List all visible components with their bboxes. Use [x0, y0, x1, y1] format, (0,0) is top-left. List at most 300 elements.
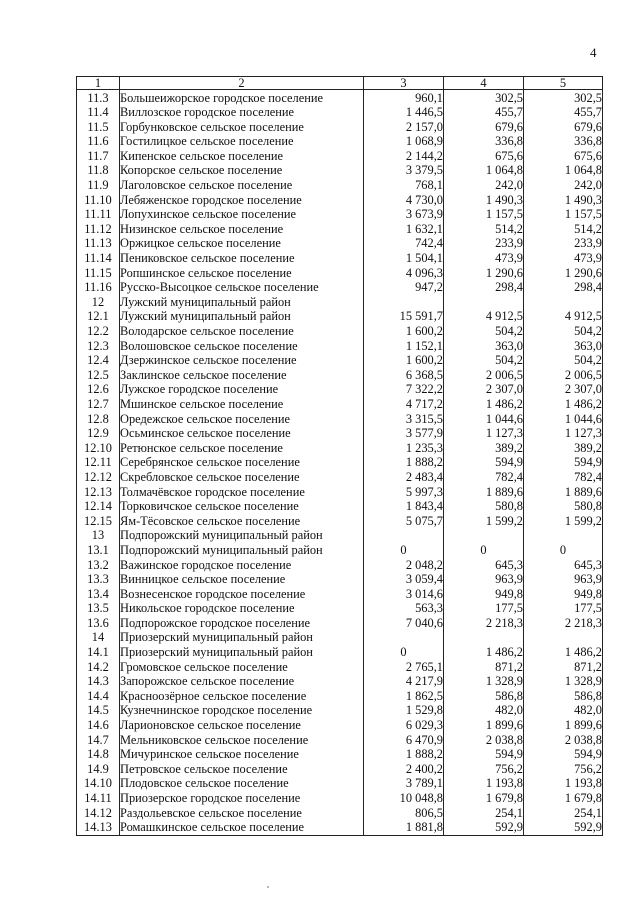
value-col-3: 1 632,1 — [364, 222, 444, 237]
table-row — [77, 820, 603, 835]
table-row — [77, 806, 603, 821]
value-col-5: 455,7 — [524, 105, 603, 120]
row-number: 11.14 — [77, 251, 120, 266]
table-row — [77, 163, 603, 178]
municipality-name: Скребловское сельское поселение — [120, 470, 364, 485]
value-col-4: 233,9 — [444, 236, 524, 251]
value-col-4: 514,2 — [444, 222, 524, 237]
table-body — [77, 90, 603, 835]
row-number: 11.13 — [77, 236, 120, 251]
value-col-4: 756,2 — [444, 762, 524, 777]
table-row — [77, 689, 603, 704]
value-col-3: 1 152,1 — [364, 339, 444, 354]
municipality-name: Громовское сельское поселение — [120, 660, 364, 675]
municipality-name: Серебрянское сельское поселение — [120, 455, 364, 470]
value-col-5 — [524, 630, 603, 645]
table-row — [77, 382, 603, 397]
value-col-4: 1 193,8 — [444, 776, 524, 791]
value-col-5: 298,4 — [524, 280, 603, 295]
value-col-5: 2 307,0 — [524, 382, 603, 397]
value-col-3: 6 029,3 — [364, 718, 444, 733]
table-row — [77, 353, 603, 368]
value-col-4: 679,6 — [444, 120, 524, 135]
value-col-3: 6 368,5 — [364, 368, 444, 383]
row-number: 14.9 — [77, 762, 120, 777]
municipality-name: Горбунковское сельское поселение — [120, 120, 364, 135]
value-col-5: 1 328,9 — [524, 674, 603, 689]
row-number: 13.6 — [77, 616, 120, 631]
value-col-5: 1 486,2 — [524, 645, 603, 660]
municipality-name: Низинское сельское поселение — [120, 222, 364, 237]
value-col-4: 580,8 — [444, 499, 524, 514]
row-number: 13 — [77, 528, 120, 543]
value-col-4: 298,4 — [444, 280, 524, 295]
value-col-5: 4 912,5 — [524, 309, 603, 324]
table-row — [77, 660, 603, 675]
value-col-3: 1 881,8 — [364, 820, 444, 835]
value-col-4: 302,5 — [444, 90, 524, 105]
value-col-5: 594,9 — [524, 747, 603, 762]
row-number: 11.4 — [77, 105, 120, 120]
table-row — [77, 105, 603, 120]
table-row — [77, 572, 603, 587]
column-header-5: 5 — [524, 77, 603, 90]
data-table — [76, 76, 603, 836]
value-col-3: 3 014,6 — [364, 587, 444, 602]
municipality-name: Лужский муниципальный район — [120, 309, 364, 324]
row-number: 14.4 — [77, 689, 120, 704]
value-col-3: 1 888,2 — [364, 747, 444, 762]
value-col-5: 504,2 — [524, 324, 603, 339]
value-col-3: 10 048,8 — [364, 791, 444, 806]
row-number: 14.5 — [77, 703, 120, 718]
municipality-name: Осьминское сельское поселение — [120, 426, 364, 441]
municipality-name: Володарское сельское поселение — [120, 324, 364, 339]
value-col-3: 2 765,1 — [364, 660, 444, 675]
value-col-4: 1 490,3 — [444, 193, 524, 208]
municipality-name: Лужский муниципальный район — [120, 295, 364, 310]
row-number: 13.4 — [77, 587, 120, 602]
row-number: 14.8 — [77, 747, 120, 762]
value-col-5: 580,8 — [524, 499, 603, 514]
table-row — [77, 747, 603, 762]
value-col-3: 3 315,5 — [364, 411, 444, 426]
value-col-4: 389,2 — [444, 441, 524, 456]
row-number: 12.9 — [77, 426, 120, 441]
value-col-3: 6 470,9 — [364, 733, 444, 748]
municipality-name: Ларионовское сельское поселение — [120, 718, 364, 733]
row-number: 13.5 — [77, 601, 120, 616]
table-row — [77, 368, 603, 383]
value-col-4 — [444, 528, 524, 543]
value-col-5: 586,8 — [524, 689, 603, 704]
value-col-5: 675,6 — [524, 149, 603, 164]
value-col-3: 1 843,4 — [364, 499, 444, 514]
table-row — [77, 426, 603, 441]
value-col-5: 514,2 — [524, 222, 603, 237]
value-col-4: 2 218,3 — [444, 616, 524, 631]
value-col-3: 3 673,9 — [364, 207, 444, 222]
row-number: 12.3 — [77, 339, 120, 354]
value-col-4: 594,9 — [444, 747, 524, 762]
municipality-name: Мичуринское сельское поселение — [120, 747, 364, 762]
value-col-4: 2 307,0 — [444, 382, 524, 397]
value-col-4: 1 486,2 — [444, 645, 524, 660]
municipality-name: Приозерский муниципальный район — [120, 645, 364, 660]
municipality-name: Толмачёвское городское поселение — [120, 484, 364, 499]
value-col-4: 1 599,2 — [444, 514, 524, 529]
value-col-4: 482,0 — [444, 703, 524, 718]
value-col-3: 960,1 — [364, 90, 444, 105]
table-row — [77, 791, 603, 806]
row-number: 11.11 — [77, 207, 120, 222]
value-col-3: 0 — [364, 543, 444, 558]
municipality-name: Большеижорское городское поселение — [120, 90, 364, 105]
value-col-3: 1 235,3 — [364, 441, 444, 456]
row-number: 14.13 — [77, 820, 120, 835]
table-row — [77, 455, 603, 470]
row-number: 14.11 — [77, 791, 120, 806]
municipality-name: Лебяженское городское поселение — [120, 193, 364, 208]
value-col-4: 1 328,9 — [444, 674, 524, 689]
value-col-4: 1 899,6 — [444, 718, 524, 733]
value-col-3: 4 730,0 — [364, 193, 444, 208]
value-col-4 — [444, 630, 524, 645]
value-col-5: 1 679,8 — [524, 791, 603, 806]
table-row — [77, 587, 603, 602]
value-col-4: 254,1 — [444, 806, 524, 821]
municipality-name: Ретюнское сельское поселение — [120, 441, 364, 456]
municipality-name: Запорожское сельское поселение — [120, 674, 364, 689]
value-col-5: 363,0 — [524, 339, 603, 354]
table-row — [77, 222, 603, 237]
value-col-5: 1 889,6 — [524, 484, 603, 499]
value-col-3: 2 157,0 — [364, 120, 444, 135]
row-number: 14.2 — [77, 660, 120, 675]
value-col-3: 742,4 — [364, 236, 444, 251]
value-col-4: 2 038,8 — [444, 733, 524, 748]
value-col-5: 1 044,6 — [524, 411, 603, 426]
value-col-5: 1 290,6 — [524, 266, 603, 281]
value-col-4: 473,9 — [444, 251, 524, 266]
row-number: 13.2 — [77, 557, 120, 572]
value-col-4: 242,0 — [444, 178, 524, 193]
municipality-name: Лужское городское поселение — [120, 382, 364, 397]
value-col-3: 5 075,7 — [364, 514, 444, 529]
table-row — [77, 295, 603, 310]
value-col-4: 4 912,5 — [444, 309, 524, 324]
value-col-4: 871,2 — [444, 660, 524, 675]
table-row — [77, 339, 603, 354]
value-col-5: 2 218,3 — [524, 616, 603, 631]
value-col-5: 1 193,8 — [524, 776, 603, 791]
value-col-4: 1 679,8 — [444, 791, 524, 806]
table-row — [77, 528, 603, 543]
value-col-3: 2 400,2 — [364, 762, 444, 777]
municipality-name: Волошовское сельское поселение — [120, 339, 364, 354]
value-col-4: 336,8 — [444, 134, 524, 149]
value-col-3: 563,3 — [364, 601, 444, 616]
value-col-5: 302,5 — [524, 90, 603, 105]
table-row — [77, 470, 603, 485]
municipality-name: Мельниковское сельское поселение — [120, 733, 364, 748]
value-col-5: 1 127,3 — [524, 426, 603, 441]
row-number: 12.13 — [77, 484, 120, 499]
municipality-name: Лопухинское сельское поселение — [120, 207, 364, 222]
table-row — [77, 601, 603, 616]
value-col-5: 242,0 — [524, 178, 603, 193]
value-col-5: 949,8 — [524, 587, 603, 602]
value-col-3: 5 997,3 — [364, 484, 444, 499]
table-row — [77, 90, 603, 105]
row-number: 11.6 — [77, 134, 120, 149]
municipality-name: Копорское сельское поселение — [120, 163, 364, 178]
value-col-4: 1 127,3 — [444, 426, 524, 441]
municipality-name: Подпорожский муниципальный район — [120, 528, 364, 543]
column-header-2: 2 — [120, 77, 364, 90]
table-header-row — [77, 77, 603, 90]
value-col-5: 2 006,5 — [524, 368, 603, 383]
value-col-3: 7 040,6 — [364, 616, 444, 631]
table-row — [77, 120, 603, 135]
municipality-name: Виллозское городское поселение — [120, 105, 364, 120]
value-col-3: 1 504,1 — [364, 251, 444, 266]
value-col-3: 1 529,8 — [364, 703, 444, 718]
row-number: 12.2 — [77, 324, 120, 339]
table-row — [77, 543, 603, 558]
table-row — [77, 309, 603, 324]
value-col-5: 0 — [524, 543, 603, 558]
table-row — [77, 762, 603, 777]
table-row — [77, 134, 603, 149]
value-col-5: 594,9 — [524, 455, 603, 470]
row-number: 11.3 — [77, 90, 120, 105]
value-col-4: 455,7 — [444, 105, 524, 120]
municipality-name: Раздольевское сельское поселение — [120, 806, 364, 821]
value-col-3: 2 144,2 — [364, 149, 444, 164]
value-col-4: 1 157,5 — [444, 207, 524, 222]
value-col-3: 2 048,2 — [364, 557, 444, 572]
table-row — [77, 266, 603, 281]
row-number: 11.5 — [77, 120, 120, 135]
row-number: 13.3 — [77, 572, 120, 587]
value-col-5 — [524, 295, 603, 310]
municipality-name: Лаголовское сельское поселение — [120, 178, 364, 193]
column-header-4: 4 — [444, 77, 524, 90]
row-number: 12.14 — [77, 499, 120, 514]
municipality-name: Подпорожский муниципальный район — [120, 543, 364, 558]
municipality-name: Никольское городское поселение — [120, 601, 364, 616]
row-number: 11.8 — [77, 163, 120, 178]
municipality-name: Подпорожское городское поселение — [120, 616, 364, 631]
row-number: 12.1 — [77, 309, 120, 324]
value-col-3: 1 600,2 — [364, 324, 444, 339]
row-number: 11.10 — [77, 193, 120, 208]
value-col-3: 3 379,5 — [364, 163, 444, 178]
value-col-4: 177,5 — [444, 601, 524, 616]
municipality-name: Мшинское сельское поселение — [120, 397, 364, 412]
municipality-name: Оредежское сельское поселение — [120, 411, 364, 426]
table-row — [77, 776, 603, 791]
row-number: 11.9 — [77, 178, 120, 193]
value-col-3: 0 — [364, 645, 444, 660]
value-col-5: 254,1 — [524, 806, 603, 821]
value-col-4: 592,9 — [444, 820, 524, 835]
value-col-5: 871,2 — [524, 660, 603, 675]
value-col-4: 963,9 — [444, 572, 524, 587]
table-row — [77, 251, 603, 266]
value-col-3 — [364, 295, 444, 310]
row-number: 14.3 — [77, 674, 120, 689]
value-col-3: 2 483,4 — [364, 470, 444, 485]
row-number: 14.12 — [77, 806, 120, 821]
value-col-5: 782,4 — [524, 470, 603, 485]
table-row — [77, 733, 603, 748]
municipality-name: Кузнечнинское городское поселение — [120, 703, 364, 718]
value-col-4: 1 486,2 — [444, 397, 524, 412]
table-row — [77, 718, 603, 733]
municipality-name: Винницкое сельское поселение — [120, 572, 364, 587]
row-number: 12.10 — [77, 441, 120, 456]
table-row — [77, 280, 603, 295]
value-col-5: 1 899,6 — [524, 718, 603, 733]
value-col-5: 679,6 — [524, 120, 603, 135]
value-col-3: 4 217,9 — [364, 674, 444, 689]
value-col-3: 806,5 — [364, 806, 444, 821]
row-number: 14.6 — [77, 718, 120, 733]
municipality-name: Приозерское городское поселение — [120, 791, 364, 806]
table-row — [77, 441, 603, 456]
row-number: 12 — [77, 295, 120, 310]
table-row — [77, 616, 603, 631]
table-row — [77, 499, 603, 514]
value-col-3: 1 888,2 — [364, 455, 444, 470]
row-number: 12.12 — [77, 470, 120, 485]
row-number: 12.5 — [77, 368, 120, 383]
municipality-name: Дзержинское сельское поселение — [120, 353, 364, 368]
value-col-5: 1 599,2 — [524, 514, 603, 529]
value-col-3: 4 096,3 — [364, 266, 444, 281]
table-row — [77, 193, 603, 208]
municipality-name: Русско-Высоцкое сельское поселение — [120, 280, 364, 295]
value-col-4: 2 006,5 — [444, 368, 524, 383]
page-number: 4 — [590, 45, 597, 60]
value-col-5: 473,9 — [524, 251, 603, 266]
value-col-3: 1 600,2 — [364, 353, 444, 368]
column-header-1: 1 — [77, 77, 120, 90]
value-col-5: 1 486,2 — [524, 397, 603, 412]
value-col-3: 1 446,5 — [364, 105, 444, 120]
municipality-name: Гостилицкое сельское поселение — [120, 134, 364, 149]
municipality-name: Ромашкинское сельское поселение — [120, 820, 364, 835]
value-col-3: 947,2 — [364, 280, 444, 295]
municipality-name: Ям-Тёсовское сельское поселение — [120, 514, 364, 529]
table-row — [77, 645, 603, 660]
value-col-3 — [364, 528, 444, 543]
value-col-5: 482,0 — [524, 703, 603, 718]
value-col-3: 15 591,7 — [364, 309, 444, 324]
row-number: 11.15 — [77, 266, 120, 281]
table-row — [77, 674, 603, 689]
value-col-4: 949,8 — [444, 587, 524, 602]
value-col-4: 0 — [444, 543, 524, 558]
value-col-3: 3 059,4 — [364, 572, 444, 587]
row-number: 12.7 — [77, 397, 120, 412]
municipality-name: Приозерский муниципальный район — [120, 630, 364, 645]
value-col-5: 1 157,5 — [524, 207, 603, 222]
row-number: 12.8 — [77, 411, 120, 426]
table-row — [77, 207, 603, 222]
value-col-5: 645,3 — [524, 557, 603, 572]
table-row — [77, 411, 603, 426]
value-col-3: 3 577,9 — [364, 426, 444, 441]
table-row — [77, 149, 603, 164]
municipality-name: Ропшинское сельское поселение — [120, 266, 364, 281]
table-row — [77, 397, 603, 412]
value-col-4: 1 044,6 — [444, 411, 524, 426]
value-col-5: 177,5 — [524, 601, 603, 616]
table-row — [77, 703, 603, 718]
value-col-5: 504,2 — [524, 353, 603, 368]
table-row — [77, 236, 603, 251]
value-col-4: 645,3 — [444, 557, 524, 572]
value-col-3: 4 717,2 — [364, 397, 444, 412]
table-row — [77, 484, 603, 499]
value-col-4: 1 889,6 — [444, 484, 524, 499]
row-number: 14 — [77, 630, 120, 645]
value-col-4: 782,4 — [444, 470, 524, 485]
value-col-4: 675,6 — [444, 149, 524, 164]
table-row — [77, 514, 603, 529]
value-col-4: 594,9 — [444, 455, 524, 470]
row-number: 11.7 — [77, 149, 120, 164]
row-number: 14.10 — [77, 776, 120, 791]
value-col-5: 233,9 — [524, 236, 603, 251]
table-row — [77, 630, 603, 645]
column-header-3: 3 — [364, 77, 444, 90]
value-col-3: 7 322,2 — [364, 382, 444, 397]
value-col-3: 1 068,9 — [364, 134, 444, 149]
value-col-4: 363,0 — [444, 339, 524, 354]
table-row — [77, 557, 603, 572]
row-number: 12.6 — [77, 382, 120, 397]
scan-speck — [267, 886, 269, 888]
value-col-5 — [524, 528, 603, 543]
value-col-5: 389,2 — [524, 441, 603, 456]
row-number: 14.1 — [77, 645, 120, 660]
value-col-3: 768,1 — [364, 178, 444, 193]
municipality-name: Торковичское сельское поселение — [120, 499, 364, 514]
row-number: 11.12 — [77, 222, 120, 237]
value-col-5: 1 490,3 — [524, 193, 603, 208]
value-col-5: 1 064,8 — [524, 163, 603, 178]
municipality-name: Заклинское сельское поселение — [120, 368, 364, 383]
value-col-4: 504,2 — [444, 324, 524, 339]
value-col-4: 1 064,8 — [444, 163, 524, 178]
municipality-name: Оржицкое сельское поселение — [120, 236, 364, 251]
value-col-5: 336,8 — [524, 134, 603, 149]
municipality-name: Петровское сельское поселение — [120, 762, 364, 777]
value-col-5: 756,2 — [524, 762, 603, 777]
value-col-3: 3 789,1 — [364, 776, 444, 791]
row-number: 12.11 — [77, 455, 120, 470]
municipality-name: Вознесенское городское поселение — [120, 587, 364, 602]
municipality-name: Пениковское сельское поселение — [120, 251, 364, 266]
value-col-3: 1 862,5 — [364, 689, 444, 704]
municipality-name: Плодовское сельское поселение — [120, 776, 364, 791]
value-col-5: 2 038,8 — [524, 733, 603, 748]
municipality-name: Кипенское сельское поселение — [120, 149, 364, 164]
